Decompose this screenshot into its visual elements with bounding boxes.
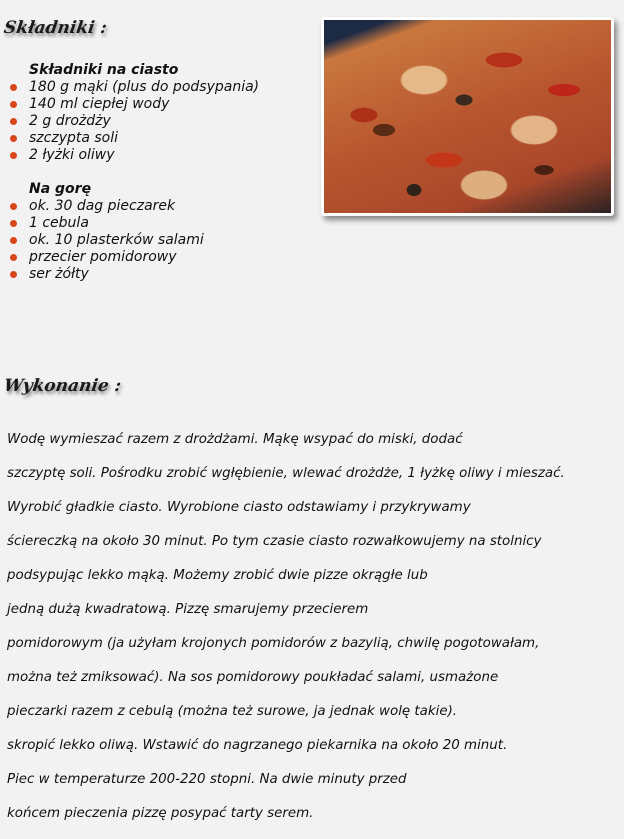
ingredient-text: przecier pomidorowy [29,249,177,265]
list-item [0,232,204,249]
list-item [0,130,259,147]
method-line: Piec w temperaturze 200-220 stopni. Na dwie minuty przed [7,772,407,787]
method-section-title: Wykonanie : [2,376,123,396]
ingredient-text: ok. 30 dag pieczarek [29,198,176,214]
bullet-icon [10,152,17,159]
ingredient-text: 1 cebula [29,215,89,231]
bullet-icon [10,237,17,244]
method-text [7,414,617,839]
ingredient-text: 140 ml ciepłej wody [29,96,170,112]
method-line: ściereczką na około 30 minut. Po tym czasie ciasto rozwałkowujemy na stolnicy [7,534,542,549]
list-item [0,96,259,113]
ingredient-text: 2 łyżki oliwy [29,147,115,163]
method-line: skropić lekko oliwą. Wstawić do nagrzanego piekarnika na około 20 minut. [7,738,508,753]
list-item [0,249,204,266]
list-item [0,79,259,96]
list-item [0,147,259,164]
list-item [0,266,204,283]
pizza-photo-frame [321,17,614,216]
method-line: szczyptę soli. Pośrodku zrobić wgłębienie, wlewać drożdże, 1 łyżkę oliwy i mieszać. [7,466,565,481]
bullet-icon [10,220,17,227]
method-line: pomidorowym (ja użyłam krojonych pomidorów z bazylią, chwilę pogotowałam, [7,636,540,651]
method-line: Wyrobić gładkie ciasto. Wyrobione ciasto odstawiamy i przykrywamy [7,500,471,515]
ingredient-text: ser żółty [29,266,89,282]
bullet-icon [10,101,17,108]
method-line: podsypując lekko mąką. Możemy zrobić dwie pizze okrągłe lub [7,568,428,583]
method-line: pieczarki razem z cebulą (można też surowe, ja jednak wolę takie). [7,704,458,719]
bullet-icon [10,254,17,261]
bullet-icon [10,271,17,278]
bullet-icon [10,135,17,142]
method-line: końcem pieczenia pizzę posypać tarty serem. [7,806,314,821]
list-item [0,113,259,130]
ingredient-text: 180 g mąki (plus do podsypania) [29,79,260,95]
ingredient-text: 2 g drożdży [29,113,111,129]
list-item [0,198,204,215]
dough-ingredients-list [0,79,259,164]
topping-ingredients-list [0,198,204,283]
ingredient-text: ok. 10 plasterków salami [29,232,204,248]
bullet-icon [10,203,17,210]
ingredients-section-title: Składniki : [2,18,109,38]
bullet-icon [10,84,17,91]
list-item [0,215,204,232]
bullet-icon [10,118,17,125]
topping-ingredients-heading: Na gorę [29,181,92,197]
method-line: można też zmiksować). Na sos pomidorowy poukładać salami, usmażone [7,670,499,685]
method-line: jedną dużą kwadratową. Pizzę smarujemy przecierem [7,602,369,617]
method-line: Wodę wymieszać razem z drożdżami. Mąkę wsypać do miski, dodać [7,432,463,447]
dough-ingredients-heading: Składniki na ciasto [29,62,179,78]
ingredient-text: szczypta soli [29,130,119,146]
pizza-photo [324,20,611,213]
